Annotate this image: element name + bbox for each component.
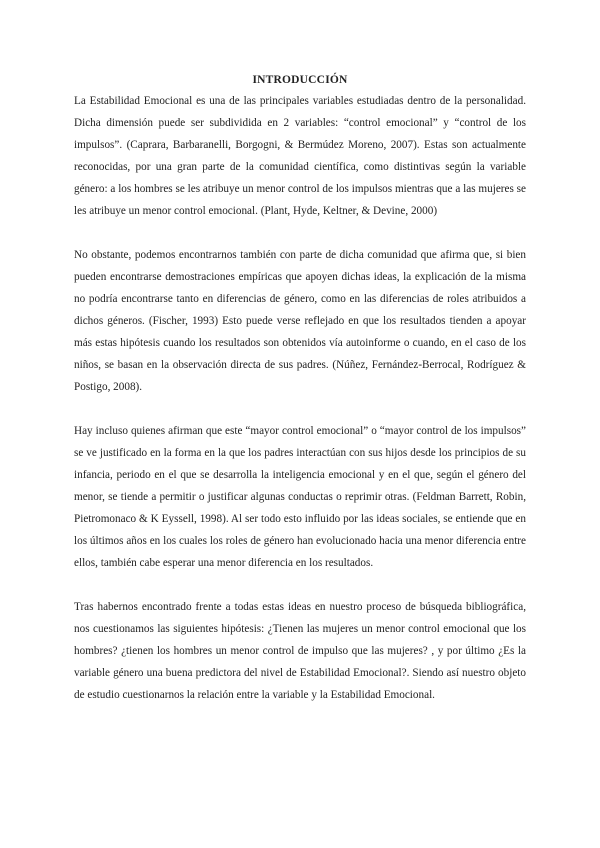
document-body: [74, 70, 526, 706]
paragraph-estabilidad-emocional: La Estabilidad Emocional es una de las principales variables estudiadas dentro de la personalidad. Dicha dimensión puede ser subdividida en 2 variables: “control emocional” y “control de los impulsos”. (Caprara, Barbaranelli, Borgogni, & Bermúdez Moreno, 2007). Estas son actualmente reconocidas, por una gran parte de la comunidad científica, como distintivas según la variable género: a los hombres se les atribuye un menor control de los impulsos mientras que a las mujeres se les atribuye un menor control emocional. (Plant, Hyde, Keltner, & Devine, 2000): [74, 95, 526, 217]
paragraph-no-obstante: No obstante, podemos encontrarnos también con parte de dicha comunidad que afirma que, si bien pueden encontrarse demostraciones empíricas que apoyen dichas ideas, la explicación de la misma no podría encontrarse tanto en diferencias de género, como en las diferencias de roles atribuidos a dichos géneros. (Fischer, 1993) Esto puede verse reflejado en que los resultados tienden a apoyar más estas hipótesis cuando los resultados son obtenidos vía autoinforme o cuando, en el caso de los niños, se basan en la observación directa de sus padres. (Núñez, Fernández-Berrocal, Rodríguez & Postigo, 2008).: [74, 249, 526, 393]
paragraph-hipotesis: Tras habernos encontrado frente a todas estas ideas en nuestro proceso de búsqueda bibliográfica, nos cuestionamos las siguientes hipótesis: ¿Tienen las mujeres un menor control emocional que los hombres? ¿tienen los hombres un menor control de impulso que las mujeres? , y por último ¿Es la variable género una buena predictora del nivel de Estabilidad Emocional?. Siendo así nuestro objeto de estudio cuestionarnos la relación entre la variable y la Estabilidad Emocional.: [74, 601, 526, 701]
page-title: INTRODUCCIÓN: [252, 74, 348, 86]
paragraph-hay-incluso: Hay incluso quienes afirman que este “mayor control emocional” o “mayor control de los impulsos” se ve justificado en la forma en la que los padres interactúan con sus hijos desde los principios de su infancia, periodo en el que se desarrolla la inteligencia emocional y en el que, según el género del menor, se tiende a permitir o justificar algunas conductas o reprimir otras. (Feldman Barrett, Robin, Pietromonaco & K Eyssell, 1998). Al ser todo esto influido por las ideas sociales, se entiende que en los últimos años en los cuales los roles de género han evolucionado hacia una menor diferencia entre ellos, también cabe esperar una menor diferencia en los resultados.: [74, 425, 526, 569]
